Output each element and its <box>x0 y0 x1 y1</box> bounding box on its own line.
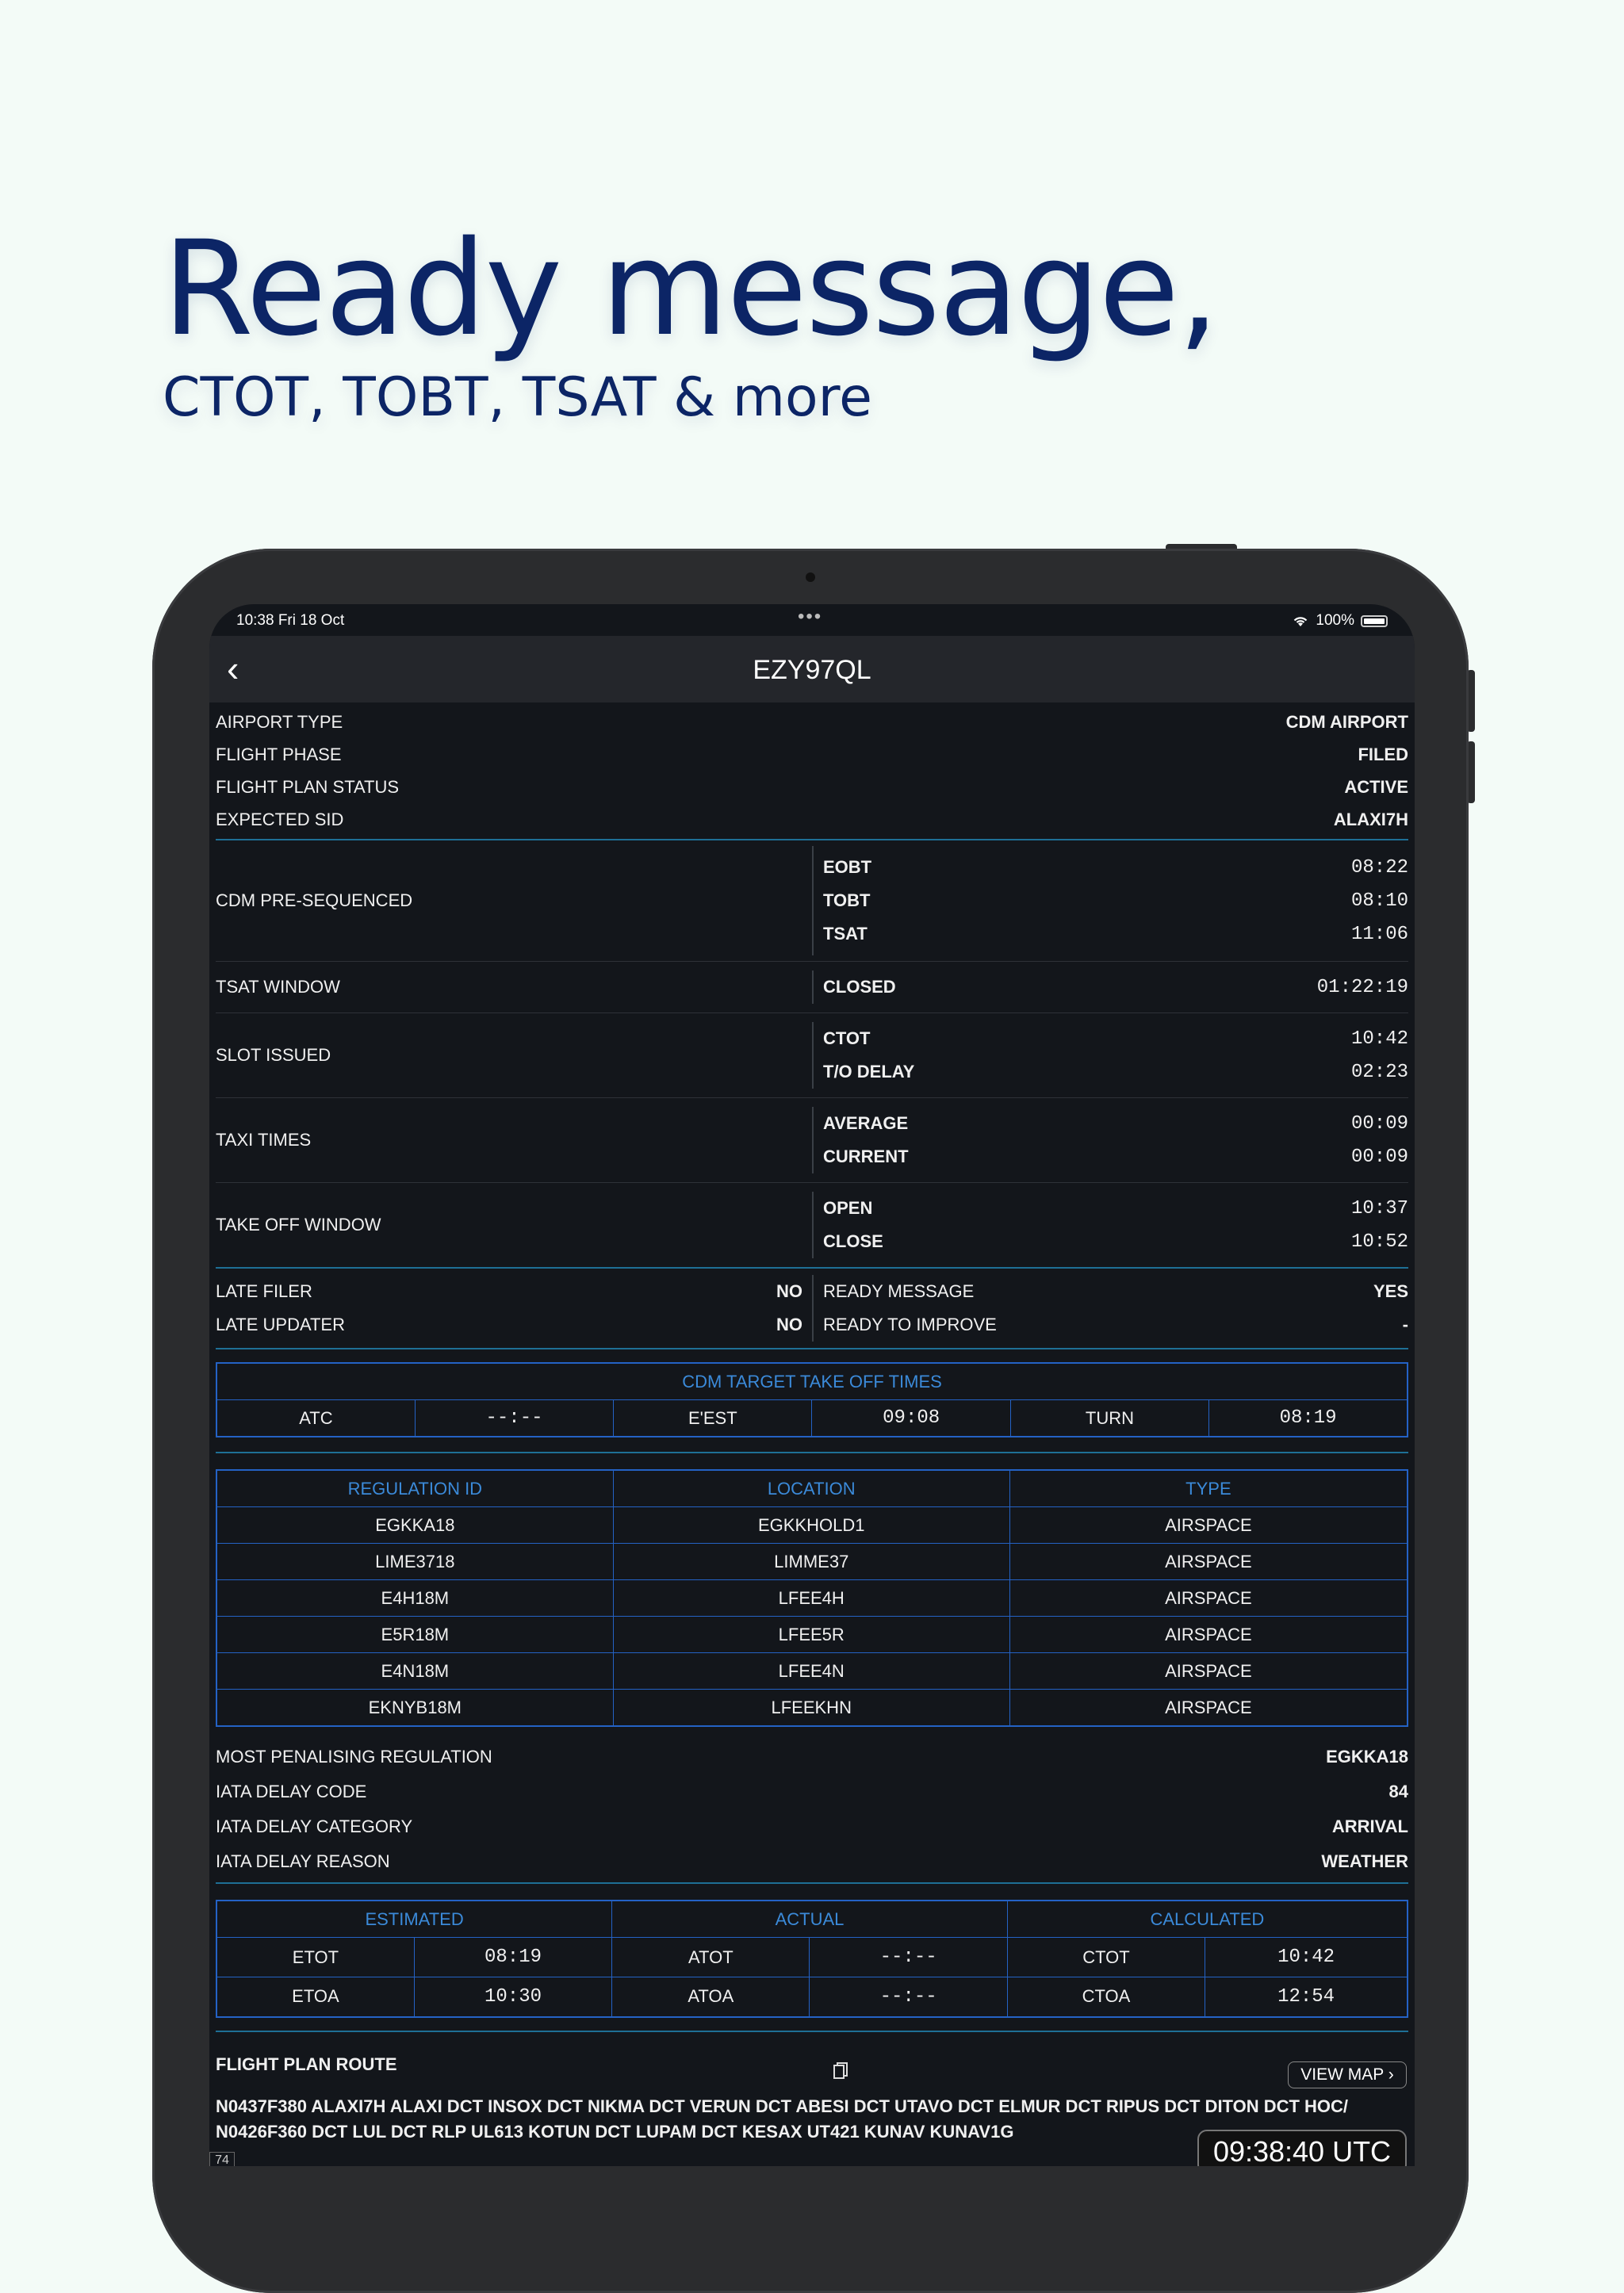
slot-values <box>812 1022 1408 1089</box>
info-row <box>216 706 1408 738</box>
target-cell: TURN <box>1010 1400 1208 1437</box>
times-cell: 10:30 <box>414 1977 611 2017</box>
reg-cell: EGKKA18 <box>216 1507 613 1544</box>
cdm-row <box>823 851 1408 884</box>
delay-label: IATA DELAY REASON <box>216 1851 390 1871</box>
reg-cell: AIRSPACE <box>1009 1507 1408 1544</box>
late-filer <box>216 1275 812 1308</box>
flags-section <box>216 1269 1408 1349</box>
target-cell: 09:08 <box>812 1400 1010 1437</box>
reg-cell: LIME3718 <box>216 1544 613 1580</box>
slot-row <box>823 1022 1408 1055</box>
back-chevron-icon[interactable]: ‹ <box>227 648 239 689</box>
view-map-button[interactable] <box>1288 2061 1407 2088</box>
status-bar <box>209 604 1415 636</box>
reg-cell: E5R18M <box>216 1617 613 1653</box>
nav-bar <box>209 636 1415 702</box>
delay-value: WEATHER <box>1321 1851 1408 1871</box>
cdm-item-value: 08:22 <box>1350 856 1408 879</box>
times-header: ESTIMATED <box>216 1901 612 1938</box>
slot-row <box>823 1055 1408 1089</box>
times-cell: ATOA <box>612 1977 810 2017</box>
reg-cell: LFEE4N <box>613 1653 1009 1690</box>
slot-item-value: 10:42 <box>1350 1028 1408 1050</box>
reg-cell: E4H18M <box>216 1580 613 1617</box>
slot-label: SLOT ISSUED <box>216 1045 331 1065</box>
target-cell: --:-- <box>415 1400 613 1437</box>
info-value: FILED <box>1358 744 1408 764</box>
info-label: EXPECTED SID <box>216 809 344 829</box>
info-label: FLIGHT PHASE <box>216 744 342 764</box>
reg-header: LOCATION <box>613 1470 1009 1507</box>
chevron-right-icon: › <box>1388 2065 1394 2084</box>
times-header: CALCULATED <box>1007 1901 1408 1938</box>
times-cell: 08:19 <box>414 1938 611 1977</box>
copy-icon[interactable] <box>833 2061 848 2081</box>
takeoff-window-values <box>812 1192 1408 1258</box>
taxi-item-label: AVERAGE <box>823 1113 909 1133</box>
target-cell: ATC <box>216 1400 415 1437</box>
reg-cell: AIRSPACE <box>1009 1580 1408 1617</box>
reg-cell: LIMME37 <box>613 1544 1009 1580</box>
cdm-label: CDM PRE-SEQUENCED <box>216 890 413 910</box>
times-cell: CTOT <box>1007 1938 1205 1977</box>
target-cell: 08:19 <box>1209 1400 1408 1437</box>
tsat-window-section <box>216 962 1408 1013</box>
view-map-label: VIEW MAP <box>1300 2065 1384 2084</box>
slot-item-value: 02:23 <box>1350 1061 1408 1083</box>
info-label: AIRPORT TYPE <box>216 711 343 732</box>
reg-header: TYPE <box>1009 1470 1408 1507</box>
route-line-2: N0426F360 DCT LUL DCT RLP UL613 KOTUN DCT LUPAM DCT KESAX UT421 KUNAV KUNAV1G <box>216 2121 1014 2142</box>
late-updater <box>216 1308 812 1342</box>
route-label: FLIGHT PLAN ROUTE <box>216 2054 397 2074</box>
info-value: CDM AIRPORT <box>1285 711 1408 732</box>
delay-label: IATA DELAY CATEGORY <box>216 1816 413 1836</box>
table-row <box>216 1938 1408 1977</box>
hero-title: Ready message, <box>163 212 1218 365</box>
target-times-section <box>216 1362 1408 1453</box>
delay-value: 84 <box>1388 1782 1408 1801</box>
route-count-badge: 74 <box>209 2152 235 2166</box>
reg-cell: LFEE5R <box>613 1617 1009 1653</box>
ready-improve-label: READY TO IMPROVE <box>823 1315 997 1334</box>
table-row <box>216 1653 1408 1690</box>
reg-cell: AIRSPACE <box>1009 1544 1408 1580</box>
cdm-item-label: TSAT <box>823 924 868 944</box>
tsat-window-values <box>812 970 1408 1004</box>
battery-percent: 100% <box>1316 612 1354 629</box>
reg-cell: AIRSPACE <box>1009 1690 1408 1727</box>
times-cell: CTOA <box>1007 1977 1205 2017</box>
times-header: ACTUAL <box>612 1901 1008 1938</box>
reg-cell: E4N18M <box>216 1653 613 1690</box>
delay-row <box>216 1809 1408 1844</box>
hero-subtitle: CTOT, TOBT, TSAT & more <box>163 366 872 429</box>
table-row <box>216 1507 1408 1544</box>
slot-item-label: T/O DELAY <box>823 1062 915 1081</box>
tsat-window-label: TSAT WINDOW <box>216 977 340 997</box>
taxi-label: TAXI TIMES <box>216 1130 312 1150</box>
takeoff-row <box>823 1225 1408 1258</box>
target-times-title: CDM TARGET TAKE OFF TIMES <box>216 1363 1408 1400</box>
camera <box>806 572 815 582</box>
cdm-item-label: EOBT <box>823 857 872 877</box>
times-cell: --:-- <box>810 1977 1007 2017</box>
flight-title: EZY97QL <box>753 655 871 685</box>
cdm-item-value: 11:06 <box>1350 923 1408 945</box>
taxi-section <box>216 1098 1408 1183</box>
route-section <box>216 2032 1408 2145</box>
reg-cell: LFEEKHN <box>613 1690 1009 1727</box>
delay-value: ARRIVAL <box>1331 1816 1408 1836</box>
takeoff-item-value: 10:37 <box>1350 1197 1408 1219</box>
takeoff-item-value: 10:52 <box>1350 1231 1408 1253</box>
reg-cell: EGKKHOLD1 <box>613 1507 1009 1544</box>
cdm-item-value: 08:10 <box>1350 890 1408 912</box>
cdm-section <box>216 840 1408 962</box>
delay-label: IATA DELAY CODE <box>216 1782 367 1801</box>
cdm-row <box>823 884 1408 917</box>
multitask-dots-icon[interactable]: ••• <box>798 606 823 627</box>
times-cell: 10:42 <box>1205 1938 1408 1977</box>
times-cell: ATOT <box>612 1938 810 1977</box>
delay-row <box>216 1844 1408 1879</box>
taxi-item-value: 00:09 <box>1350 1112 1408 1135</box>
reg-cell: AIRSPACE <box>1009 1617 1408 1653</box>
info-section <box>216 702 1408 840</box>
late-updater-value: NO <box>776 1315 802 1334</box>
info-value: ACTIVE <box>1344 776 1408 797</box>
cdm-row <box>823 917 1408 951</box>
takeoff-row <box>823 1192 1408 1225</box>
taxi-row <box>823 1107 1408 1140</box>
info-row <box>216 803 1408 836</box>
times-section <box>216 1900 1408 2032</box>
taxi-row <box>823 1140 1408 1173</box>
app-screen <box>209 604 1415 2166</box>
info-row <box>216 738 1408 771</box>
utc-clock: 09:38:40 UTC <box>1197 2130 1407 2166</box>
ready-message-label: READY MESSAGE <box>823 1281 975 1301</box>
cdm-item-label: TOBT <box>823 890 871 910</box>
cdm-values <box>812 846 1408 955</box>
late-filer-label: LATE FILER <box>216 1281 312 1301</box>
slot-section <box>216 1013 1408 1098</box>
tsat-window-time: 01:22:19 <box>1316 976 1408 998</box>
wifi-icon <box>1292 614 1309 627</box>
table-row <box>216 1690 1408 1727</box>
times-table <box>216 1900 1408 2018</box>
taxi-values <box>812 1107 1408 1173</box>
takeoff-item-label: OPEN <box>823 1198 873 1218</box>
reg-cell: EKNYB18M <box>216 1690 613 1727</box>
late-updater-label: LATE UPDATER <box>216 1315 345 1334</box>
takeoff-window-label: TAKE OFF WINDOW <box>216 1215 381 1235</box>
ready-message <box>812 1275 1408 1308</box>
delay-row <box>216 1740 1408 1774</box>
takeoff-item-label: CLOSE <box>823 1231 883 1251</box>
tsat-window-state: CLOSED <box>823 977 896 997</box>
route-line-1: N0437F380 ALAXI7H ALAXI DCT INSOX DCT NIKMA DCT VERUN DCT ABESI DCT UTAVO DCT ELMUR DCT RIPUS DCT DITON DCT HOC/ <box>216 2096 1349 2116</box>
info-label: FLIGHT PLAN STATUS <box>216 776 400 797</box>
table-row <box>216 1544 1408 1580</box>
ready-improve <box>812 1308 1408 1342</box>
delay-section <box>216 1740 1408 1884</box>
reg-header: REGULATION ID <box>216 1470 613 1507</box>
late-filer-value: NO <box>776 1281 802 1301</box>
delay-label: MOST PENALISING REGULATION <box>216 1747 492 1767</box>
info-value: ALAXI7H <box>1333 809 1408 829</box>
status-right <box>1292 612 1388 630</box>
table-row <box>216 1977 1408 2017</box>
info-row <box>216 771 1408 803</box>
takeoff-window-section <box>216 1183 1408 1269</box>
table-row <box>216 1617 1408 1653</box>
times-cell: --:-- <box>810 1938 1007 1977</box>
reg-cell: AIRSPACE <box>1009 1653 1408 1690</box>
delay-row <box>216 1774 1408 1809</box>
flight-details <box>216 702 1408 2145</box>
table-row <box>216 1580 1408 1617</box>
times-cell: ETOT <box>216 1938 414 1977</box>
flags-row <box>216 1275 1408 1308</box>
ready-message-value: YES <box>1373 1281 1408 1301</box>
ready-improve-value: - <box>1402 1315 1408 1334</box>
taxi-item-label: CURRENT <box>823 1146 909 1166</box>
taxi-item-value: 00:09 <box>1350 1146 1408 1168</box>
flags-row <box>216 1308 1408 1342</box>
slot-item-label: CTOT <box>823 1028 871 1048</box>
status-time: 10:38 Fri 18 Oct <box>236 612 345 629</box>
regulations-table <box>216 1469 1408 1727</box>
battery-icon <box>1361 615 1388 627</box>
target-times-table <box>216 1362 1408 1437</box>
times-cell: ETOA <box>216 1977 414 2017</box>
target-cell: E'EST <box>614 1400 812 1437</box>
reg-cell: LFEE4H <box>613 1580 1009 1617</box>
delay-value: EGKKA18 <box>1326 1747 1408 1767</box>
times-cell: 12:54 <box>1205 1977 1408 2017</box>
